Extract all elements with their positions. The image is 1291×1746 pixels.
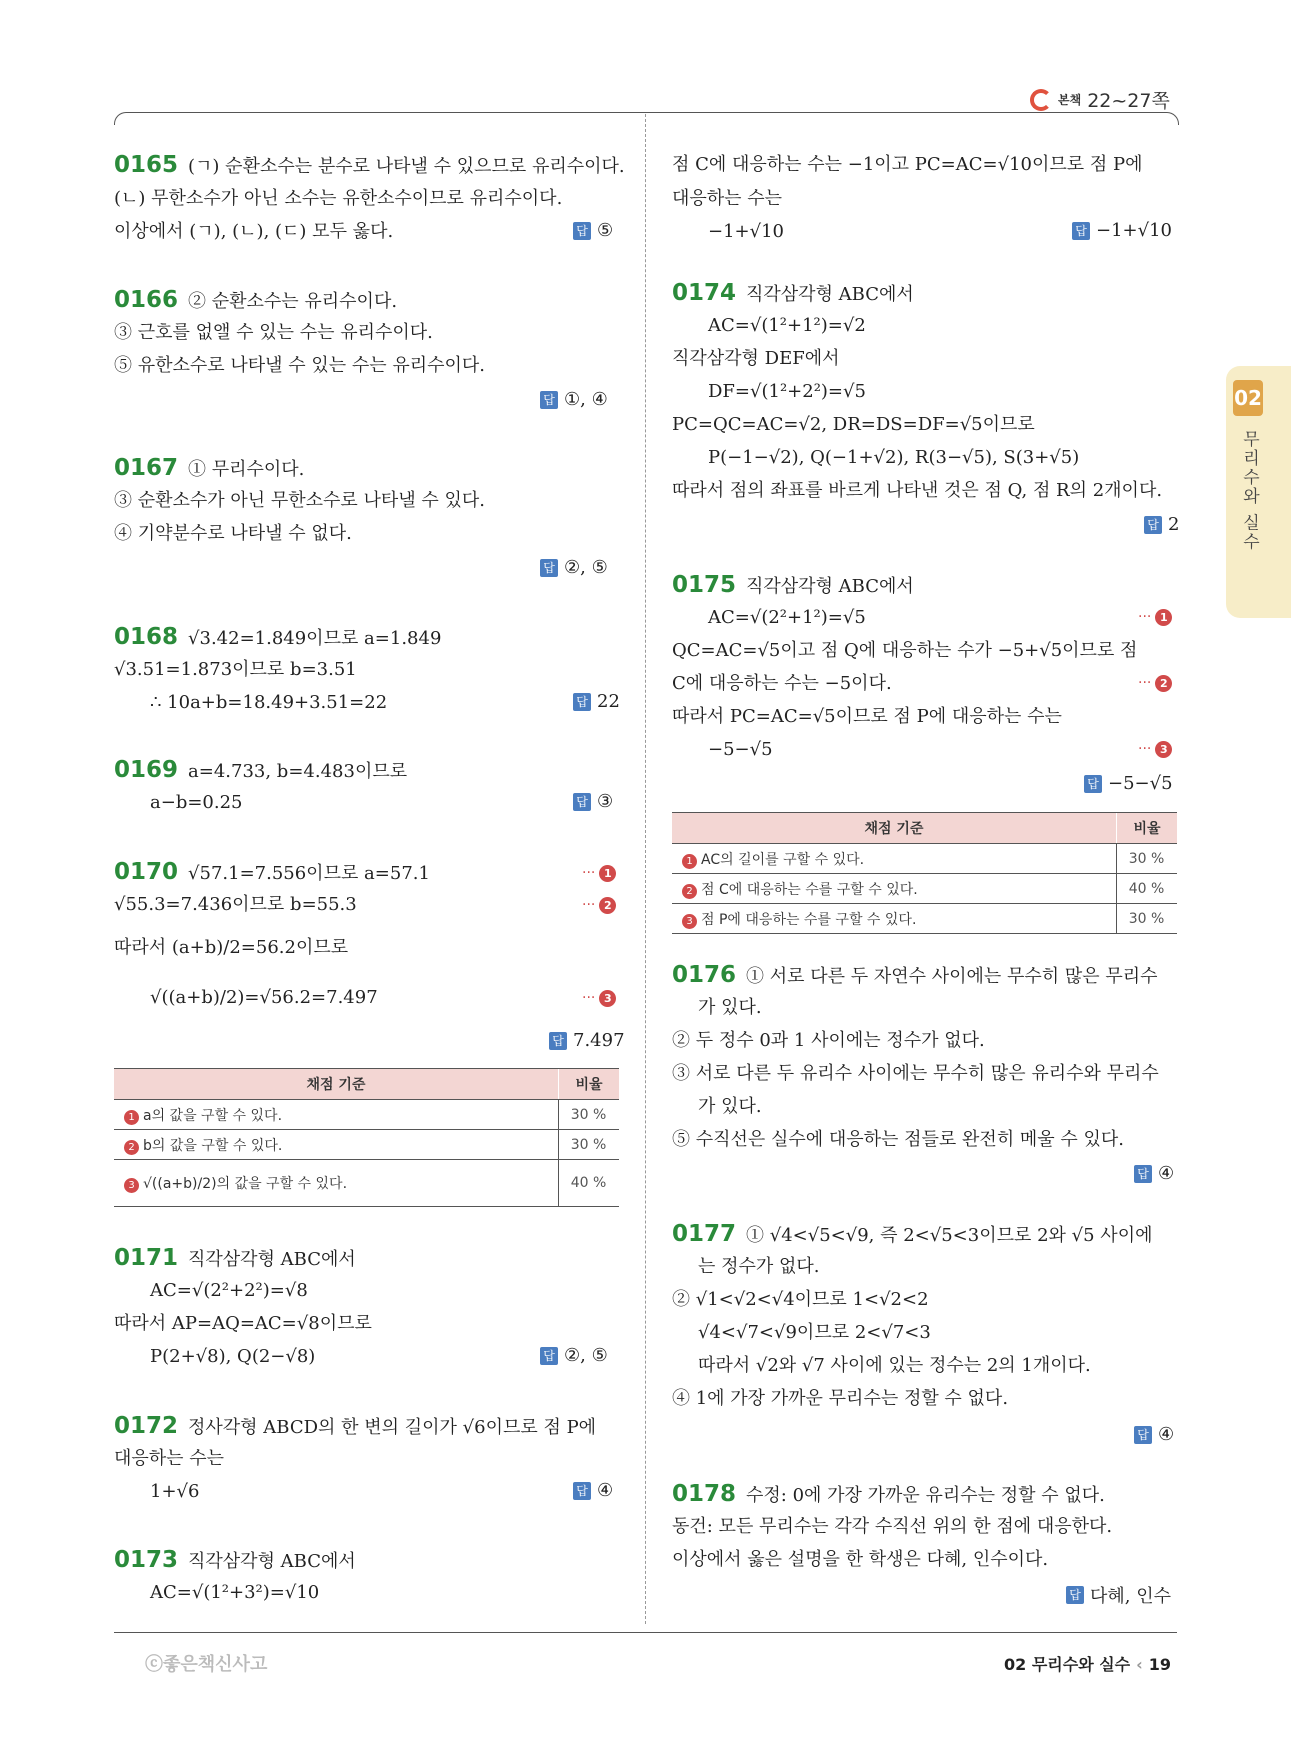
solution-line: 수정: 0에 가장 가까운 유리수는 정할 수 없다.	[746, 1485, 1105, 1506]
chapter-number: 02	[1233, 380, 1263, 416]
solution-line: ④ 1에 가장 가까운 무리수는 정할 수 없다.	[672, 1388, 1009, 1409]
solution-line: 직각삼각형 ABC에서	[188, 1249, 356, 1270]
answer-icon: 답	[573, 222, 591, 240]
solution-line: −1+√10	[708, 221, 784, 242]
problem-0177	[672, 1222, 1152, 1248]
solution-line: 이상에서 (ㄱ), (ㄴ), (ㄷ) 모두 옳다.	[114, 221, 394, 242]
solution-line: 직각삼각형 DEF에서	[672, 348, 840, 369]
answer-icon: 답	[540, 559, 558, 577]
answer	[1144, 514, 1179, 535]
solution-line: ① √4<√5<√9, 즉 2<√5<3이므로 2와 √5 사이에	[746, 1225, 1153, 1246]
solution-line: 직각삼각형 ABC에서	[746, 284, 914, 305]
answer-value: 22	[597, 691, 620, 712]
criterion	[672, 844, 1117, 874]
solution-line: 이상에서 옳은 설명을 한 학생은 다혜, 인수이다.	[672, 1549, 1049, 1570]
criterion	[672, 874, 1117, 904]
solution-line: ② √1<√2<√4이므로 1<√2<2	[672, 1289, 929, 1310]
solution-line: 따라서 √2와 √7 사이에 있는 정수는 2의 1개이다.	[698, 1355, 1091, 1376]
ratio-value: 30 %	[1117, 904, 1178, 934]
answer-icon: 답	[549, 1032, 567, 1050]
answer	[573, 791, 613, 812]
problem-0172	[114, 1414, 596, 1440]
answer	[1066, 1582, 1171, 1608]
answer-value: −1+√10	[1096, 220, 1172, 241]
solution-line: PC=QC=AC=√2, DR=DS=DF=√5이므로	[672, 414, 1035, 435]
answer	[1134, 1163, 1174, 1184]
problem-number: 0177	[672, 1221, 737, 1247]
solution-line: P(2+√8), Q(2−√8)	[150, 1346, 316, 1367]
criterion-text: 점 P에 대응하는 수를 구할 수 있다.	[701, 911, 917, 928]
ratio-value: 40 %	[1117, 874, 1178, 904]
answer	[540, 389, 608, 410]
criterion	[672, 904, 1117, 934]
page-range: 22~27쪽	[1087, 90, 1170, 112]
problem-number: 0175	[672, 572, 737, 598]
ratio-value: 30 %	[559, 1100, 620, 1130]
problem-0168	[114, 625, 441, 651]
solution-line: 따라서 점의 좌표를 바르게 나타낸 것은 점 Q, 점 R의 2개이다.	[672, 480, 1163, 501]
answer-icon: 답	[573, 1482, 591, 1500]
step-marker: ··· 3	[1138, 741, 1172, 758]
answer-value: ②, ⑤	[564, 1345, 608, 1366]
table-row	[114, 1100, 619, 1130]
problem-number: 0174	[672, 280, 737, 306]
answer	[1134, 1424, 1174, 1445]
problem-0178	[672, 1482, 1105, 1508]
problem-number: 0172	[114, 1413, 179, 1439]
step-marker: ··· 1	[582, 865, 616, 882]
criterion-text: b의 값을 구할 수 있다.	[143, 1137, 283, 1154]
problem-0165	[114, 153, 625, 179]
problem-0169	[114, 758, 407, 784]
step-number: 3	[1155, 741, 1172, 758]
page-reference	[1030, 86, 1170, 113]
chapter-label: 02 무리수와 실수	[1004, 1655, 1131, 1674]
solution-line: AC=√(1²+1²)=√2	[708, 315, 866, 336]
solution-line: ① 무리수이다.	[188, 459, 305, 480]
solution-line: 1+√6	[150, 1481, 200, 1502]
grading-table	[114, 1068, 619, 1207]
solution-line: 직각삼각형 ABC에서	[746, 576, 914, 597]
solution-line: 따라서 AP=AQ=AC=√8이므로	[114, 1313, 372, 1334]
answer	[1072, 220, 1172, 241]
step-number: 3	[124, 1178, 139, 1193]
criterion-text: AC의 길이를 구할 수 있다.	[701, 851, 865, 868]
content-frame	[114, 112, 1179, 125]
problem-number: 0170	[114, 859, 179, 885]
step-marker: ··· 2	[582, 897, 616, 914]
answer-value: ③	[597, 791, 614, 812]
solution-line: ④ 기약분수로 나타낼 수 없다.	[114, 523, 352, 544]
answer-value: ④	[1158, 1424, 1175, 1445]
step-number: 1	[1155, 609, 1172, 626]
answer-value: 2	[1168, 514, 1180, 535]
table-row	[672, 844, 1177, 874]
solution-line: P(−1−√2), Q(−1+√2), R(3−√5), S(3+√5)	[708, 447, 1080, 468]
answer-icon: 답	[1066, 1586, 1084, 1604]
solution-line: (ㄴ) 무한소수가 아닌 소수는 유한소수이므로 유리수이다.	[114, 188, 563, 209]
ratio-value: 30 %	[1117, 844, 1178, 874]
solution-line: 가 있다.	[698, 997, 762, 1018]
solution-line: 따라서 PC=AC=√5이므로 점 P에 대응하는 수는	[672, 706, 1062, 727]
solution-line: 점 C에 대응하는 수는 −1이고 PC=AC=√10이므로 점 P에	[672, 154, 1143, 175]
solution-line: 따라서 (a+b)/2=56.2이므로	[114, 937, 349, 958]
solution-line: (ㄱ) 순환소수는 분수로 나타낼 수 있으므로 유리수이다.	[188, 156, 625, 177]
solution-line: ② 순환소수는 유리수이다.	[188, 291, 398, 312]
problem-0170	[114, 860, 430, 886]
return-arrow-icon	[1030, 89, 1052, 111]
solution-line: 직각삼각형 ABC에서	[188, 1551, 356, 1572]
solution-line: √3.42=1.849이므로 a=1.849	[188, 628, 442, 649]
step-marker: ··· 2	[1138, 675, 1172, 692]
answer	[573, 220, 613, 241]
grading-header: 채점 기준	[114, 1069, 559, 1100]
answer-value: ④	[597, 1480, 614, 1501]
criterion-text: a의 값을 구할 수 있다.	[143, 1107, 283, 1124]
solution-line: 대응하는 수는	[114, 1448, 225, 1469]
problem-0174	[672, 281, 914, 307]
solution-line: QC=AC=√5이고 점 Q에 대응하는 수가 −5+√5이므로 점	[672, 640, 1138, 661]
problem-0175	[672, 573, 914, 599]
answer-value: ④	[1158, 1163, 1175, 1184]
solution-line: DF=√(1²+2²)=√5	[708, 381, 866, 402]
step-number: 2	[124, 1140, 139, 1155]
solution-line: 는 정수가 없다.	[698, 1256, 820, 1277]
answer	[573, 1480, 613, 1501]
criterion-text: √((a+b)/2)의 값을 구할 수 있다.	[143, 1176, 348, 1192]
column-divider	[645, 114, 646, 1624]
solution-line: ③ 근호를 없앨 수 있는 수는 유리수이다.	[114, 322, 433, 343]
answer	[1084, 773, 1173, 794]
answer-icon: 답	[1072, 222, 1090, 240]
answer-value: 7.497	[573, 1030, 625, 1051]
problem-0166	[114, 288, 397, 314]
page-footer	[1004, 1652, 1171, 1675]
answer-icon: 답	[573, 693, 591, 711]
solution-line: √((a+b)/2)=√56.2=7.497	[150, 987, 378, 1008]
step-marker: ··· 3	[582, 990, 616, 1007]
solution-line: ③ 서로 다른 두 유리수 사이에는 무수히 많은 유리수와 무리수	[672, 1063, 1159, 1084]
criterion	[114, 1130, 559, 1160]
problem-number: 0166	[114, 287, 179, 313]
answer	[573, 691, 620, 712]
solution-line: AC=√(1²+3²)=√10	[150, 1582, 320, 1603]
solution-line: 동건: 모든 무리수는 각각 수직선 위의 한 점에 대응한다.	[672, 1516, 1113, 1537]
problem-0176	[672, 963, 1158, 989]
chevron-left-icon: ‹	[1136, 1655, 1143, 1674]
solution-line: √3.51=1.873이므로 b=3.51	[114, 659, 357, 680]
ratio-header: 비율	[559, 1069, 620, 1100]
criterion	[114, 1160, 559, 1207]
step-number: 2	[682, 884, 697, 899]
answer-icon: 답	[1134, 1426, 1152, 1444]
answer-value: ①, ④	[564, 389, 608, 410]
step-number: 1	[599, 865, 616, 882]
ratio-value: 40 %	[559, 1160, 620, 1207]
answer-value: −5−√5	[1108, 773, 1173, 794]
solution-line: a=4.733, b=4.483이므로	[188, 761, 408, 782]
ratio-header: 비율	[1117, 813, 1178, 844]
book-label: 본책	[1058, 93, 1082, 107]
answer-value: ②, ⑤	[564, 557, 608, 578]
answer	[549, 1030, 625, 1051]
answer-icon: 답	[1134, 1165, 1152, 1183]
solution-line: √57.1=7.556이므로 a=57.1	[188, 863, 430, 884]
problem-number: 0178	[672, 1481, 737, 1507]
solution-line: 가 있다.	[698, 1096, 762, 1117]
answer-icon: 답	[540, 1347, 558, 1365]
criterion	[114, 1100, 559, 1130]
answer	[540, 557, 608, 578]
solution-line: 정사각형 ABCD의 한 변의 길이가 √6이므로 점 P에	[188, 1417, 597, 1438]
step-number: 3	[599, 990, 616, 1007]
solution-line: AC=√(2²+1²)=√5	[708, 607, 866, 628]
answer-value: 다혜, 인수	[1090, 1586, 1171, 1607]
problem-0171	[114, 1246, 356, 1272]
problem-0173	[114, 1548, 356, 1574]
solution-line: −5−√5	[708, 739, 773, 760]
step-number: 2	[1155, 675, 1172, 692]
problem-number: 0173	[114, 1547, 179, 1573]
chapter-title: 무리수와 실수	[1239, 430, 1259, 552]
page-number: 19	[1148, 1655, 1172, 1674]
table-row	[114, 1130, 619, 1160]
step-number: 3	[682, 914, 697, 929]
step-number: 1	[682, 854, 697, 869]
solution-line: ∴ 10a+b=18.49+3.51=22	[150, 692, 388, 713]
step-marker: ··· 1	[1138, 609, 1172, 626]
solution-line: AC=√(2²+2²)=√8	[150, 1280, 308, 1301]
grading-table	[672, 812, 1177, 934]
ratio-value: 30 %	[559, 1130, 620, 1160]
answer	[540, 1345, 608, 1366]
solution-line: √4<√7<√9이므로 2<√7<3	[698, 1322, 931, 1343]
solution-line: 대응하는 수는	[672, 188, 783, 209]
solution-line: C에 대응하는 수는 −5이다.	[672, 673, 892, 694]
table-row	[114, 1160, 619, 1207]
solution-line: √55.3=7.436이므로 b=55.3	[114, 894, 357, 915]
solution-line: a−b=0.25	[150, 792, 243, 813]
problem-number: 0168	[114, 624, 179, 650]
answer-icon: 답	[1144, 516, 1162, 534]
problem-0167	[114, 456, 304, 482]
solution-line: ① 서로 다른 두 자연수 사이에는 무수히 많은 무리수	[746, 966, 1158, 987]
problem-number: 0165	[114, 152, 179, 178]
solution-line: ⑤ 수직선은 실수에 대응하는 점들로 완전히 메울 수 있다.	[672, 1129, 1125, 1150]
footer-rule	[114, 1632, 1177, 1633]
answer-icon: 답	[1084, 775, 1102, 793]
solution-line: ⑤ 유한소수로 나타낼 수 있는 수는 유리수이다.	[114, 355, 486, 376]
solution-line: ③ 순환소수가 아닌 무한소수로 나타낼 수 있다.	[114, 490, 486, 511]
table-row	[672, 904, 1177, 934]
step-number: 1	[124, 1110, 139, 1125]
answer-value: ⑤	[597, 220, 614, 241]
publisher-mark: ⓒ좋은책신사고	[145, 1654, 268, 1675]
grading-header: 채점 기준	[672, 813, 1117, 844]
table-row	[672, 874, 1177, 904]
answer-icon: 답	[573, 793, 591, 811]
answer-icon: 답	[540, 391, 558, 409]
criterion-text: 점 C에 대응하는 수를 구할 수 있다.	[701, 881, 918, 898]
problem-number: 0176	[672, 962, 737, 988]
solution-line: ② 두 정수 0과 1 사이에는 정수가 없다.	[672, 1030, 985, 1051]
problem-number: 0171	[114, 1245, 179, 1271]
step-number: 2	[599, 897, 616, 914]
problem-number: 0167	[114, 455, 179, 481]
problem-number: 0169	[114, 757, 179, 783]
